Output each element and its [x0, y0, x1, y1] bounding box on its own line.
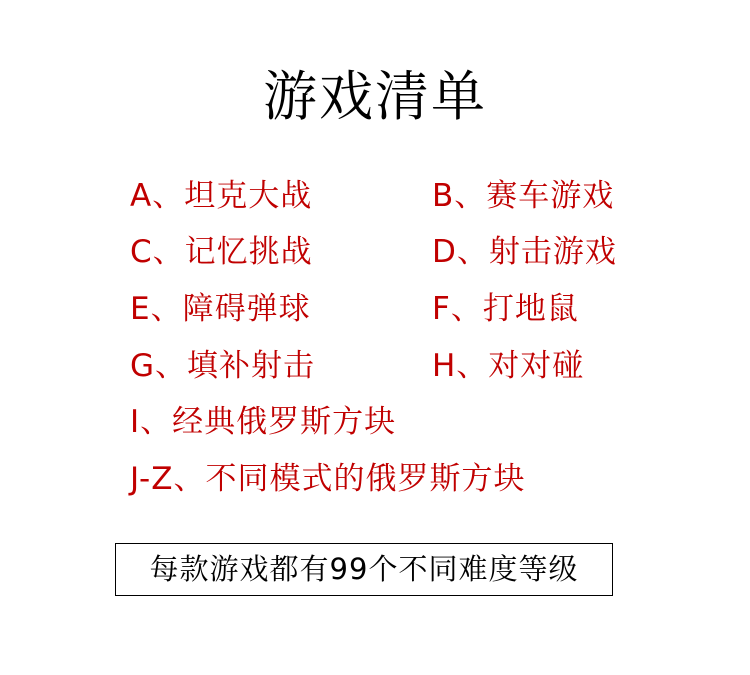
difficulty-note: 每款游戏都有99个不同难度等级 [115, 543, 613, 596]
game-item-c: C、记忆挑战 [130, 234, 313, 270]
game-item-a: A、坦克大战 [130, 178, 313, 214]
game-item-j-z: J-Z、不同模式的俄罗斯方块 [130, 461, 526, 497]
game-item-i: I、经典俄罗斯方块 [130, 404, 397, 440]
game-item-g: G、填补射击 [130, 348, 316, 384]
game-item-h: H、对对碰 [432, 348, 585, 384]
page-title: 游戏清单 [263, 65, 487, 128]
game-item-e: E、障碍弹球 [130, 291, 311, 327]
game-item-b: B、赛车游戏 [432, 178, 615, 214]
game-item-d: D、射击游戏 [432, 234, 617, 270]
game-item-f: F、打地鼠 [432, 291, 579, 327]
